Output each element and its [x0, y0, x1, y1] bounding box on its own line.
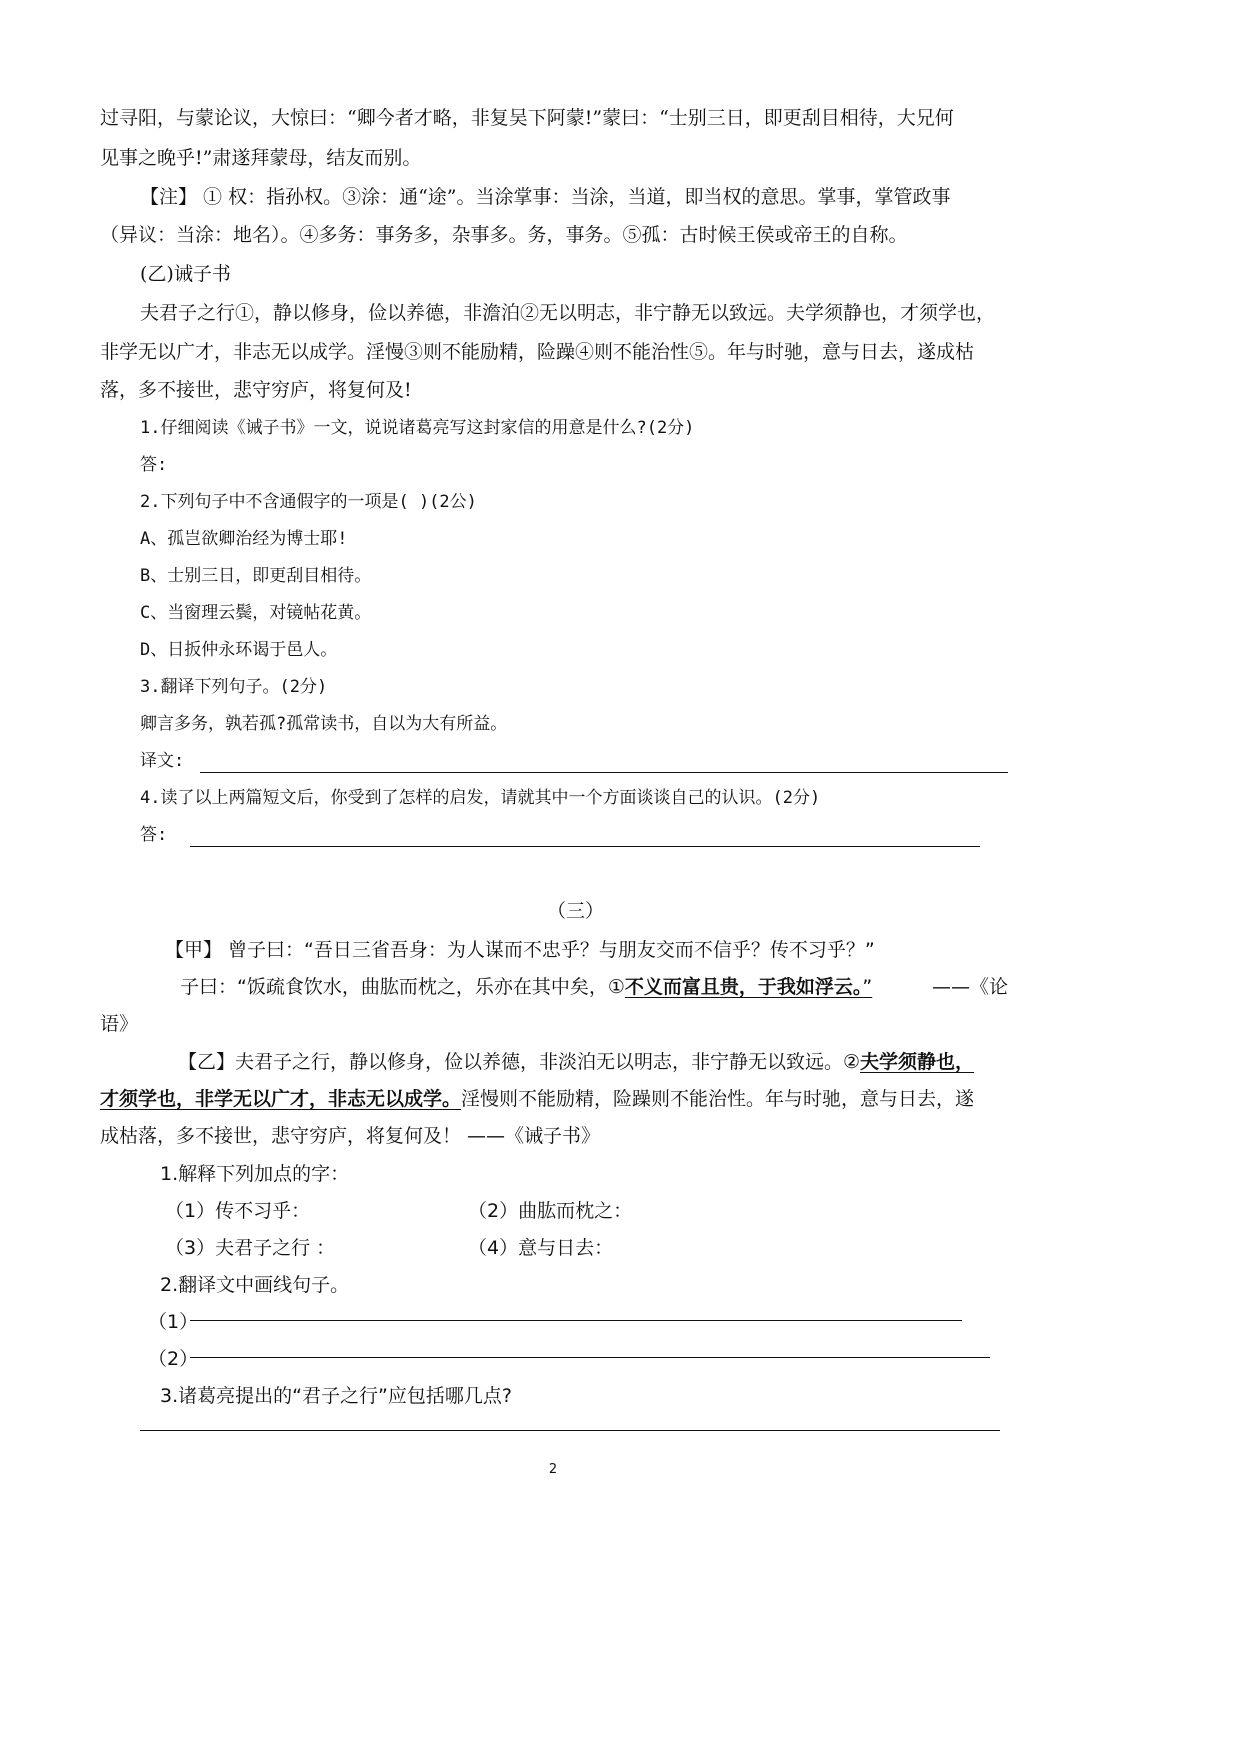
section-3-question-1: 1.解释下列加点的字：: [160, 1163, 350, 1185]
option-d: D、日扳仲永环谒于邑人。: [140, 640, 338, 660]
question-1: 1.仔细阅读《诫子书》一文，说说诸葛亮写这封家信的用意是什么?(2分): [140, 418, 695, 438]
notes-line-2: （异议：当涂：地名）。④多务：事务多，杂事多。务，事务。⑤孤：古时候王侯或帝王的自称。: [100, 224, 908, 246]
question-4-answer-label: 答:: [140, 825, 168, 845]
underlined-sentence-2b: 才须学也，非学无以广才，非志无以成学。: [100, 1088, 462, 1110]
section-3-yi-line-1: [178, 1050, 974, 1074]
option-c: C、当窗理云鬓，对镜帖花黄。: [140, 603, 372, 623]
zi-source: ——《论: [932, 976, 1009, 998]
yi-text-line-2: 非学无以广才，非志无以成学。淫慢③则不能励精，险躁④则不能治性⑤。年与时驰，意与日去，遂成枯: [100, 341, 975, 363]
underlined-sentence-2a: 夫学须静也，: [860, 1051, 975, 1073]
passage-jia-line-2: 见事之晚乎!”肃遂拜蒙母，结友而别。: [100, 147, 422, 169]
q2-label-1: （1）: [148, 1311, 199, 1333]
option-b: B、士别三日，即更刮目相待。: [140, 566, 372, 586]
notes-line-1: 【注】 ① 权：指孙权。③涂：通“途”。当涂掌事：当涂，当道，即当权的意思。掌事，掌管政事: [140, 186, 951, 208]
translation-answer-line[interactable]: [200, 772, 1008, 773]
yi-title: (乙)诫子书: [140, 263, 231, 285]
question-2: 2.下列句子中不含通假字的一项是( )(2公): [140, 492, 477, 512]
section-3-yi-line-2: [100, 1087, 974, 1111]
q2-answer-line-1[interactable]: [190, 1320, 962, 1321]
passage-jia-line-1: 过寻阳，与蒙论议，大惊曰：“卿今者才略，非复吴下阿蒙!”蒙曰：“士别三日，即更刮目相待，大兄何: [100, 107, 954, 129]
yi-text-line-1: 夫君子之行①，静以修身，俭以养德，非澹泊②无以明志，非宁静无以致远。夫学须静也，才须学也，: [140, 302, 996, 324]
q3-answer-line[interactable]: [140, 1430, 1000, 1431]
q1-item-2: （2）曲肱而枕之：: [468, 1200, 633, 1222]
section-3-zi-line: [180, 975, 872, 999]
section-3-yi-line-3: 成枯落，多不接世，悲守穷庐，将复何及！ ——《诫子书》: [100, 1125, 601, 1147]
question-4-answer-line[interactable]: [190, 846, 980, 847]
zi-source-continued: 语》: [100, 1013, 139, 1035]
page-number: 2: [548, 1462, 558, 1477]
section-3-question-2: 2.翻译文中画线句子。: [160, 1274, 350, 1296]
q2-label-2: （2）: [148, 1348, 199, 1370]
question-1-answer-label: 答:: [140, 455, 168, 475]
question-3-sentence: 卿言多务，孰若孤?孤常读书，自以为大有所益。: [140, 714, 508, 734]
question-3-answer-label: 译文:: [140, 751, 185, 771]
zi-line-end: ”: [862, 976, 873, 998]
section-3-question-3: 3.诸葛亮提出的“君子之行”应包括哪几点?: [160, 1385, 512, 1407]
underlined-sentence-1: 不义而富且贵，于我如浮云。: [624, 976, 863, 998]
section-3-jia: 【甲】 曾子曰：“吾日三省吾身：为人谋而不忠乎？与朋友交而不信乎？传不习乎？”: [165, 939, 875, 961]
yi-text-line-3: 落，多不接世，悲守穷庐，将复何及!: [100, 379, 412, 401]
question-3: 3.翻译下列句子。(2分): [140, 677, 328, 697]
section-3-heading: （三）: [546, 900, 604, 922]
question-4: 4.读了以上两篇短文后，你受到了怎样的启发，请就其中一个方面谈谈自己的认识。(2分): [140, 788, 821, 808]
q2-answer-line-2[interactable]: [190, 1357, 990, 1358]
option-a: A、孤岂欲卿治经为博士耶!: [140, 529, 348, 549]
q1-item-1: （1）传不习乎：: [165, 1200, 311, 1222]
yi-line2-rest: 淫慢则不能励精，险躁则不能治性。年与时驰，意与日去，遂: [461, 1088, 975, 1110]
zi-line-start: 子曰：“饭疏食饮水，曲肱而枕之，乐亦在其中矣，①: [180, 976, 625, 998]
yi-start: 【乙】夫君子之行，静以修身，俭以养德，非淡泊无以明志，非宁静无以致远。②: [178, 1051, 861, 1073]
q1-item-3: （3）夫君子之行 ：: [165, 1237, 336, 1259]
q1-item-4: （4）意与日去：: [468, 1237, 614, 1259]
